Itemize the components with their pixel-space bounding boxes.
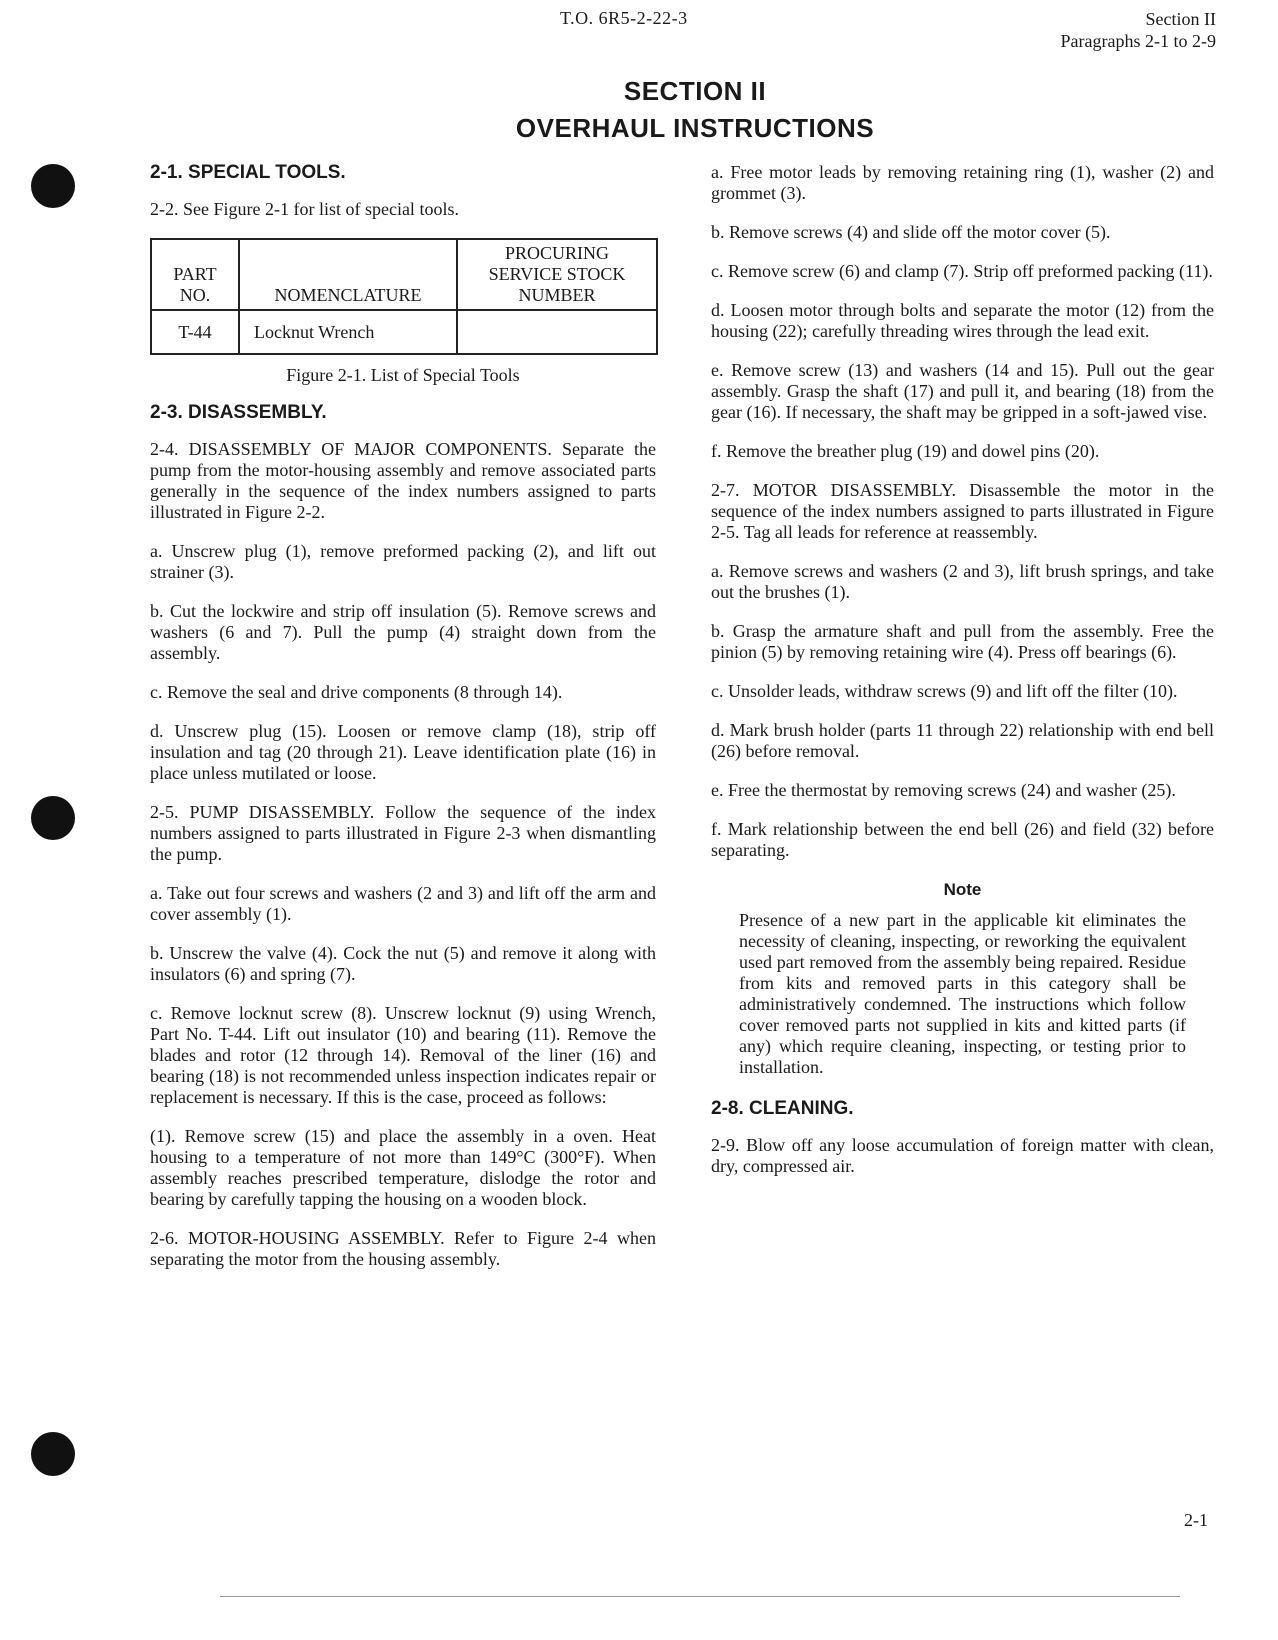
section-reference [1061, 8, 1216, 52]
cell-part-no: T-44 [151, 310, 239, 354]
paragraph-2-6d: d. Loosen motor through bolts and separate the motor (12) from the housing (22); carefully threading wires through the lead exit. [711, 300, 1214, 341]
paragraph-2-6b: b. Remove screws (4) and slide off the motor cover (5). [711, 222, 1111, 242]
section-subtitle: OVERHAUL INSTRUCTIONS [515, 113, 875, 143]
paragraph-2-7f: f. Mark relationship between the end bell (26) and field (32) before separating. [711, 819, 1214, 860]
paragraph-2-5b: b. Unscrew the valve (4). Cock the nut (5) and remove it along with insulators (6) and spring (7). [150, 943, 656, 984]
table-row [151, 310, 657, 354]
col-part-no: PART NO. [151, 239, 239, 310]
heading-disassembly: 2-3. DISASSEMBLY. [150, 402, 327, 423]
page-number: 2-1 [1184, 1510, 1208, 1530]
paragraph-2-4b: b. Cut the lockwire and strip off insulation (5). Remove screws and washers (6 and 7). Pull the pump (4) straight down from the assembly. [150, 601, 656, 663]
paragraph-2-5: 2-5. PUMP DISASSEMBLY. Follow the sequence of the index numbers assigned to parts illustrated in Figure 2-3 when dismantling the pump. [150, 802, 656, 864]
paragraph-2-7e: e. Free the thermostat by removing screws (24) and washer (25). [711, 780, 1176, 800]
figure-caption: Figure 2-1. List of Special Tools [286, 365, 520, 385]
section-label: Section II [1145, 9, 1216, 29]
section-title: SECTION II [623, 76, 767, 106]
paragraph-2-6c: c. Remove screw (6) and clamp (7). Strip off preformed packing (11). [711, 261, 1213, 281]
paragraph-2-9: 2-9. Blow off any loose accumulation of foreign matter with clean, dry, compressed air. [711, 1135, 1214, 1176]
paragraph-2-6a: a. Free motor leads by removing retaining ring (1), washer (2) and grommet (3). [711, 162, 1214, 203]
cell-nomenclature: Locknut Wrench [239, 310, 457, 354]
paragraph-2-4d: d. Unscrew plug (15). Loosen or remove clamp (18), strip off insulation and tag (20 through 21). Leave identification plate (16) in place unless mutilated or loose. [150, 721, 656, 783]
binder-hole-top [31, 164, 75, 208]
paragraph-2-7d: d. Mark brush holder (parts 11 through 22) relationship with end bell (26) before removal. [711, 720, 1214, 761]
footer-rule [220, 1596, 1180, 1597]
paragraph-2-6e: e. Remove screw (13) and washers (14 and 15). Pull out the gear assembly. Grasp the shaft (17) and pull it, and bearing (18) from the gear (16). If necessary, the shaft may be gripped in a soft-jawed vise. [711, 360, 1214, 422]
paragraph-2-5c: c. Remove locknut screw (8). Unscrew locknut (9) using Wrench, Part No. T-44. Lift out insulator (10) and bearing (11). Remove the blades and rotor (12 through 14). Removal of the liner (16) and bearing (18) is not recommended unless inspection indicates repair or replacement is necessary. If this is the case, proceed as follows: [150, 1003, 656, 1107]
paragraph-2-7b: b. Grasp the armature shaft and pull from the assembly. Free the pinion (5) by removing retaining wire (4). Press off bearings (6). [711, 621, 1214, 662]
paragraph-2-7c: c. Unsolder leads, withdraw screws (9) and lift off the filter (10). [711, 681, 1178, 701]
paragraph-2-6f: f. Remove the breather plug (19) and dowel pins (20). [711, 441, 1100, 461]
special-tools-table [150, 238, 658, 355]
heading-special-tools: 2-1. SPECIAL TOOLS. [150, 162, 346, 183]
paragraph-2-2: 2-2. See Figure 2-1 for list of special tools. [150, 199, 459, 219]
col-nomenclature: NOMENCLATURE [239, 239, 457, 310]
paragraph-2-5a: a. Take out four screws and washers (2 and 3) and lift off the arm and cover assembly (1). [150, 883, 656, 924]
paragraph-2-7: 2-7. MOTOR DISASSEMBLY. Disassemble the motor in the sequence of the index numbers assigned to parts illustrated in Figure 2-5. Tag all leads for reference at reassembly. [711, 480, 1214, 542]
right-column [711, 162, 1214, 1195]
paragraph-2-7a: a. Remove screws and washers (2 and 3), lift brush springs, and take out the brushes (1). [711, 561, 1214, 602]
note-heading: Note [943, 880, 982, 899]
paragraph-2-4: 2-4. DISASSEMBLY OF MAJOR COMPONENTS. Separate the pump from the motor-housing assembly and remove associated parts generally in the sequence of the index numbers assigned to parts illustrated in Figure 2-2. [150, 439, 656, 522]
paragraph-2-4a: a. Unscrew plug (1), remove preformed packing (2), and lift out strainer (3). [150, 541, 656, 582]
col-stock-number: PROCURING SERVICE STOCK NUMBER [457, 239, 657, 310]
paragraph-2-6: 2-6. MOTOR-HOUSING ASSEMBLY. Refer to Figure 2-4 when separating the motor from the housing assembly. [150, 1228, 656, 1269]
paragraph-2-5c1: (1). Remove screw (15) and place the assembly in a oven. Heat housing to a temperature of not more than 149°C (300°F). When assembly reaches prescribed temperature, dislodge the rotor and bearing by carefully tapping the housing on a wooden block. [150, 1126, 656, 1209]
left-column [150, 162, 656, 1288]
note-text: Presence of a new part in the applicable kit eliminates the necessity of cleaning, inspecting, or reworking the equivalent used part removed from the assembly being repaired. Residue from kits and removed parts in this category shall be administratively condemned. The instructions which follow cover removed parts not supplied in kits and kitted parts (if any) which require cleaning, inspecting, or testing prior to installation. [739, 910, 1186, 1077]
cell-stock-number [457, 310, 657, 354]
table-header-row [151, 239, 657, 310]
doc-number: T.O. 6R5-2-22-3 [560, 8, 688, 28]
binder-hole-bottom [31, 1432, 75, 1476]
heading-cleaning: 2-8. CLEANING. [711, 1098, 854, 1119]
binder-hole-middle [31, 796, 75, 840]
paragraph-2-4c: c. Remove the seal and drive components (8 through 14). [150, 682, 563, 702]
paragraph-range: Paragraphs 2-1 to 2-9 [1060, 31, 1216, 51]
